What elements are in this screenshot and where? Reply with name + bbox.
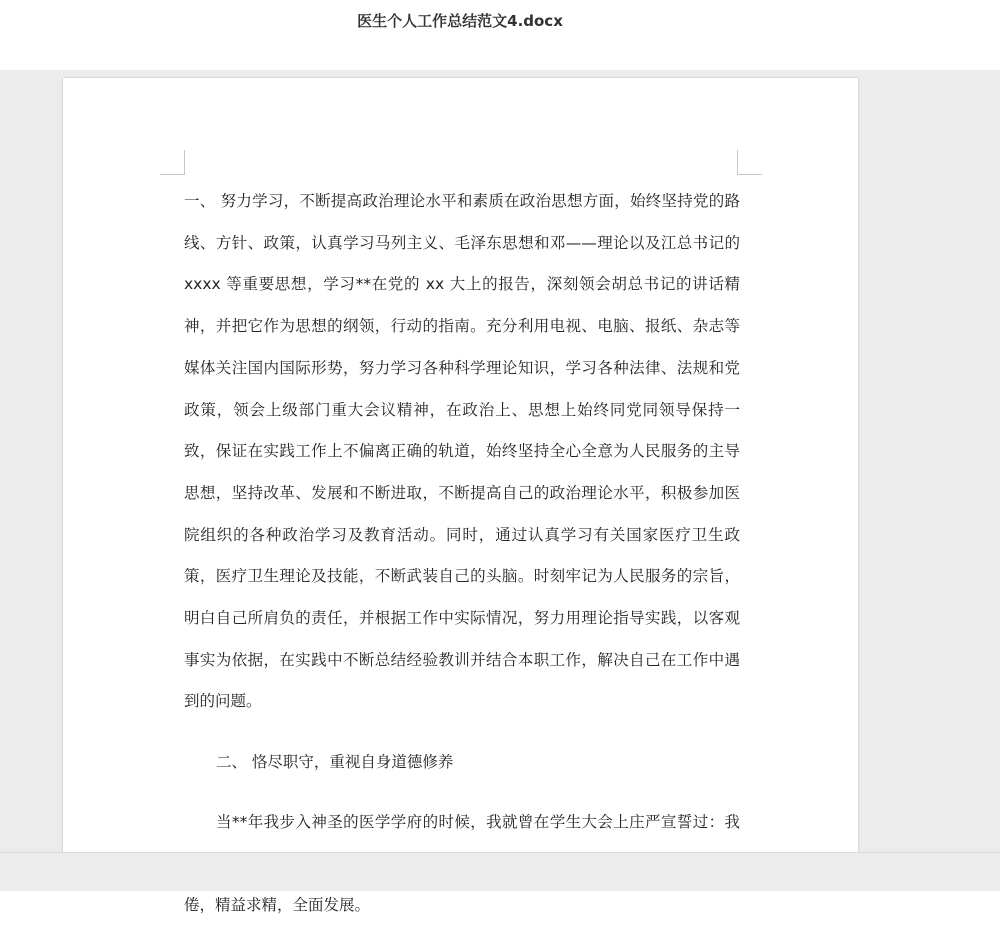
document-body — [184, 181, 740, 927]
section-heading-2: 二、 恪尽职守，重视自身道德修养 — [216, 753, 454, 772]
document-page — [63, 78, 858, 915]
margin-corner-top-right — [737, 150, 762, 175]
margin-corner-top-left — [160, 150, 185, 175]
paragraph-2: 当**年我步入神圣的医学学府的时候，我就曾在学生大会上庄严宣誓过：我 倦，精益求精，全面发展。 — [184, 812, 740, 915]
document-title: 医生个人工作总结范文4.docx — [357, 12, 563, 30]
document-viewer[interactable] — [0, 70, 1000, 915]
bottom-bar — [0, 852, 1000, 891]
paragraph-1: 一、 努力学习，不断提高政治理论水平和素质在政治思想方面，始终坚持党的路线、方针、政策，认真学习马列主义、毛泽东思想和邓——理论以及江总书记的 xxxx 等重要思想，学习**在党的 xx 大上的报告，深刻领会胡总书记的讲话精神，并把它作为思想的纲领，行动的指南。充分利用电视、电脑、报纸、杂志等媒体关注国内国际形势，努力学习各种科学理论知识，学习各种法律、法规和党政策，领会上级部门重大会议精神，在政治上、思想上始终同党同领导保持一致，保证在实践工作上不偏离正确的轨道，始终坚持全心全意为人民服务的主导思想，坚持改革、发展和不断进取，不断提高自己的政治理论水平，积极参加医院组织的各种政治学习及教育活动。同时，通过认真学习有关国家医疗卫生政策，医疗卫生理论及技能，不断武装自己的头脑。时刻牢记为人民服务的宗旨，明白自己所肩负的责任，并根据工作中实际情况，努力用理论指导实践，以客观事实为依据，在实践中不断总结经验教训并结合本职工作，解决自己在工作中遇到的问题。 — [184, 192, 740, 711]
title-bar — [0, 0, 1000, 70]
